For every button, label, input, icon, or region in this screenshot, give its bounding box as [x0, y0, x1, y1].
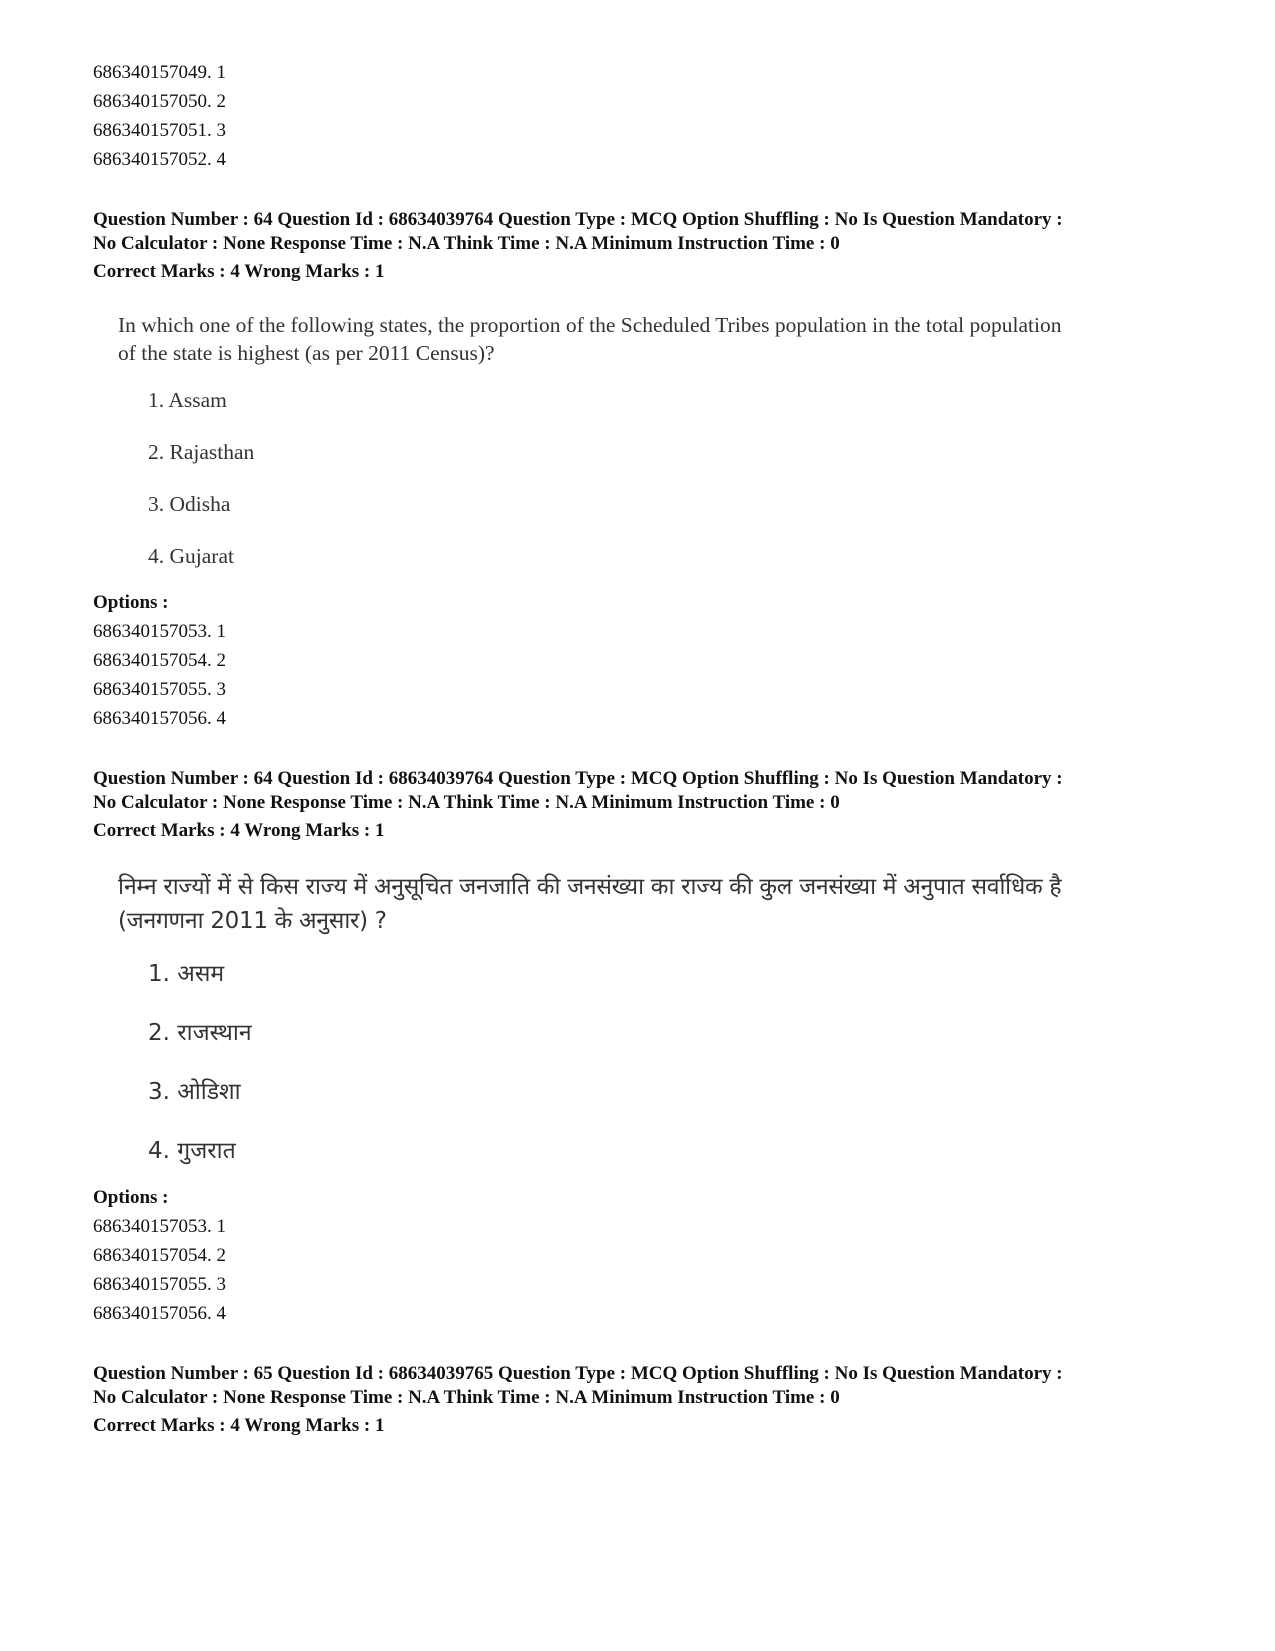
document-page [93, 58, 1193, 1438]
option-id-line: 686340157049. 1 [93, 62, 226, 83]
options-label: Options : [93, 1187, 169, 1208]
question-block-64-english [93, 208, 1193, 733]
question-text-line: (जनगणना 2011 के अनुसार) ? [118, 908, 387, 934]
question-block-64-hindi [93, 767, 1193, 1328]
question-choices [148, 386, 1193, 570]
choice-item: 3. Odisha [148, 492, 231, 516]
option-id-line: 686340157052. 4 [93, 149, 226, 170]
option-id-line: 686340157056. 4 [93, 708, 226, 729]
question-text [118, 870, 1193, 938]
question-block-65 [93, 1362, 1193, 1438]
choice-item: 4. Gujarat [148, 544, 234, 568]
question-content [118, 311, 1193, 570]
choice-item: 1. असम [148, 961, 225, 987]
option-id-line: 686340157053. 1 [93, 1216, 226, 1237]
choice-item: 1. Assam [148, 388, 227, 412]
option-id-line: 686340157054. 2 [93, 1245, 226, 1266]
option-id-line: 686340157051. 3 [93, 120, 226, 141]
question-choices [148, 958, 1193, 1167]
choice-item: 4. गुजरात [148, 1138, 236, 1164]
question-text-line: of the state is highest (as per 2011 Census)? [118, 341, 495, 365]
option-id-line: 686340157050. 2 [93, 91, 226, 112]
options-label: Options : [93, 592, 169, 613]
question-content [118, 870, 1193, 1167]
question-meta-line: Question Number : 64 Question Id : 68634039764 Question Type : MCQ Option Shuffling : No Is Question Mandatory : [93, 209, 1063, 230]
option-id-line: 686340157053. 1 [93, 621, 226, 642]
question-meta-line: No Calculator : None Response Time : N.A Think Time : N.A Minimum Instruction Time : 0 [93, 792, 840, 813]
top-options-list [93, 58, 1193, 174]
question-text-line: In which one of the following states, the proportion of the Scheduled Tribes population in the total population [118, 313, 1062, 337]
question-text [118, 311, 1193, 367]
choice-item: 2. राजस्थान [148, 1020, 252, 1046]
option-id-line: 686340157055. 3 [93, 679, 226, 700]
choice-item: 2. Rajasthan [148, 440, 255, 464]
question-meta-line: Question Number : 65 Question Id : 68634039765 Question Type : MCQ Option Shuffling : No Is Question Mandatory : [93, 1363, 1063, 1384]
choice-item: 3. ओडिशा [148, 1079, 241, 1105]
option-id-line: 686340157056. 4 [93, 1303, 226, 1324]
option-id-line: 686340157055. 3 [93, 1274, 226, 1295]
question-marks: Correct Marks : 4 Wrong Marks : 1 [93, 1415, 385, 1436]
question-meta-line: No Calculator : None Response Time : N.A Think Time : N.A Minimum Instruction Time : 0 [93, 1387, 840, 1408]
option-id-line: 686340157054. 2 [93, 650, 226, 671]
question-meta-line: No Calculator : None Response Time : N.A Think Time : N.A Minimum Instruction Time : 0 [93, 233, 840, 254]
question-text-line: निम्न राज्यों में से किस राज्य में अनुसूचित जनजाति की जनसंख्या का राज्य की कुल जनसंख्या में अनुपात सर्वाधिक है [118, 874, 1062, 900]
question-marks: Correct Marks : 4 Wrong Marks : 1 [93, 820, 385, 841]
question-marks: Correct Marks : 4 Wrong Marks : 1 [93, 261, 385, 282]
question-meta-line: Question Number : 64 Question Id : 68634039764 Question Type : MCQ Option Shuffling : No Is Question Mandatory : [93, 768, 1063, 789]
